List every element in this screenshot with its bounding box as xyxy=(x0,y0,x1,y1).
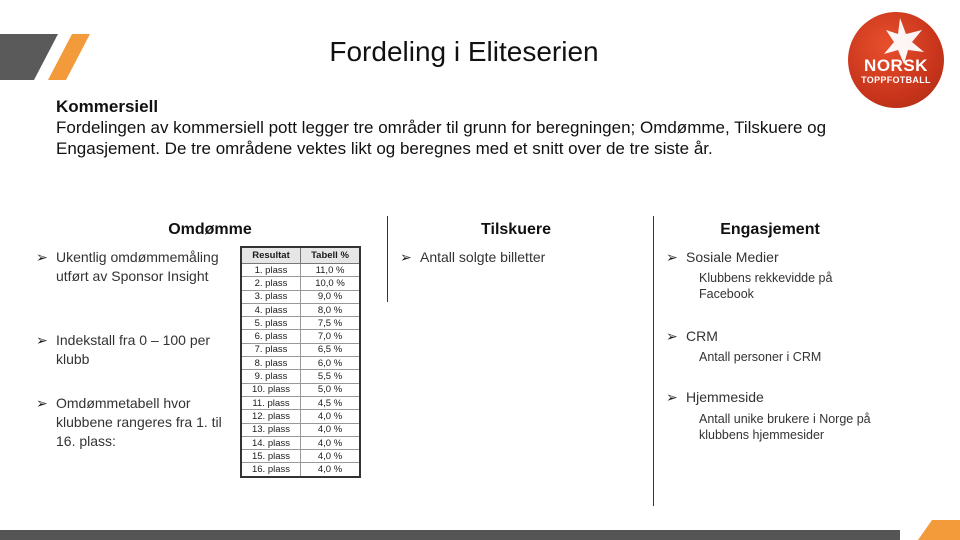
table-header-percent: Tabell % xyxy=(301,247,361,264)
engasjement-detail-crm: Antall personer i CRM xyxy=(699,350,822,364)
arrow-bullet-icon: ➢ xyxy=(666,389,678,405)
table-cell-result: 5. plass xyxy=(241,317,301,330)
logo-word: NORSK xyxy=(864,56,928,75)
table-cell-result: 16. plass xyxy=(241,463,301,477)
arrow-bullet-icon: ➢ xyxy=(36,249,48,265)
intro-body: Fordelingen av kommersiell pott legger tre områder til grunn for beregningen; Omdømme, Tilskuere og Engasjement. De tre områdene vektes likt og beregnes med et snitt over de tre siste år. xyxy=(56,118,827,158)
table-row xyxy=(241,370,360,383)
table-cell-result: 10. plass xyxy=(241,383,301,396)
table-cell-percent: 9,0 % xyxy=(301,290,361,303)
table-cell-result: 12. plass xyxy=(241,410,301,423)
arrow-bullet-icon: ➢ xyxy=(666,249,678,265)
table-cell-percent: 7,0 % xyxy=(301,330,361,343)
table-cell-result: 1. plass xyxy=(241,264,301,277)
norsk-toppfotball-logo xyxy=(848,12,944,108)
table-cell-percent: 7,5 % xyxy=(301,317,361,330)
table-cell-percent: 8,0 % xyxy=(301,303,361,316)
table-row xyxy=(241,463,360,477)
table-cell-percent: 10,0 % xyxy=(301,277,361,290)
ranking-table xyxy=(240,246,361,478)
intro-heading: Kommersiell xyxy=(56,97,159,116)
table-cell-result: 8. plass xyxy=(241,357,301,370)
arrow-bullet-icon: ➢ xyxy=(36,332,48,348)
footer-bar xyxy=(0,530,900,540)
ranking-table-body xyxy=(241,264,360,477)
table-cell-percent: 4,0 % xyxy=(301,423,361,436)
engasjement-detail-sosiale-medier: Klubbens rekkevidde på Facebook xyxy=(699,271,833,301)
heading-tilskuere: Tilskuere xyxy=(481,221,551,238)
omdomme-bullet-1: ➢ Ukentlig omdømmemåling utført av Sponsor Insight xyxy=(36,249,219,284)
table-cell-percent: 5,0 % xyxy=(301,383,361,396)
tilskuere-bullet-1: ➢ Antall solgte billetter xyxy=(400,249,546,265)
table-cell-result: 3. plass xyxy=(241,290,301,303)
table-cell-result: 2. plass xyxy=(241,277,301,290)
table-row xyxy=(241,396,360,409)
arrow-bullet-icon: ➢ xyxy=(36,395,48,411)
table-cell-percent: 4,0 % xyxy=(301,463,361,477)
table-cell-percent: 11,0 % xyxy=(301,264,361,277)
table-cell-percent: 4,0 % xyxy=(301,410,361,423)
table-row xyxy=(241,436,360,449)
table-row xyxy=(241,450,360,463)
table-cell-result: 7. plass xyxy=(241,343,301,356)
divider-right xyxy=(653,216,654,506)
table-cell-percent: 5,5 % xyxy=(301,370,361,383)
table-row xyxy=(241,303,360,316)
table-cell-percent: 4,0 % xyxy=(301,450,361,463)
arrow-bullet-icon: ➢ xyxy=(400,249,412,265)
engasjement-detail-hjemmeside: Antall unike brukere i Norge på klubbens hjemmesider xyxy=(699,412,871,442)
heading-omdomme: Omdømme xyxy=(168,221,252,238)
arrow-bullet-icon: ➢ xyxy=(666,328,678,344)
logo-subword: TOPPFOTBALL xyxy=(861,75,931,85)
table-cell-result: 9. plass xyxy=(241,370,301,383)
table-row xyxy=(241,264,360,277)
table-row xyxy=(241,343,360,356)
engasjement-item-sosiale-medier: ➢ Sosiale Medier xyxy=(666,249,779,265)
omdomme-bullet-2: ➢ Indekstall fra 0 – 100 per klubb xyxy=(36,332,211,367)
table-row xyxy=(241,290,360,303)
table-cell-result: 13. plass xyxy=(241,423,301,436)
footer-accent xyxy=(900,510,960,540)
table-row xyxy=(241,423,360,436)
table-cell-percent: 4,0 % xyxy=(301,436,361,449)
table-cell-result: 15. plass xyxy=(241,450,301,463)
engasjement-item-hjemmeside: ➢ Hjemmeside xyxy=(666,389,764,405)
divider-left xyxy=(387,216,388,302)
intro-text xyxy=(56,96,886,159)
heading-engasjement: Engasjement xyxy=(720,221,820,238)
table-cell-result: 14. plass xyxy=(241,436,301,449)
table-row xyxy=(241,383,360,396)
table-cell-result: 6. plass xyxy=(241,330,301,343)
table-cell-result: 4. plass xyxy=(241,303,301,316)
engasjement-item-crm: ➢ CRM xyxy=(666,328,718,344)
page-title: Fordeling i Eliteserien xyxy=(329,36,599,67)
table-row xyxy=(241,357,360,370)
table-cell-result: 11. plass xyxy=(241,396,301,409)
table-header-result: Resultat xyxy=(241,247,301,264)
table-cell-percent: 6,0 % xyxy=(301,357,361,370)
table-cell-percent: 6,5 % xyxy=(301,343,361,356)
omdomme-bullet-3: ➢ Omdømmetabell hvor klubbene rangeres fra 1. til 16. plass: xyxy=(36,395,222,449)
table-row xyxy=(241,330,360,343)
table-row xyxy=(241,410,360,423)
table-cell-percent: 4,5 % xyxy=(301,396,361,409)
table-row xyxy=(241,277,360,290)
table-row xyxy=(241,317,360,330)
